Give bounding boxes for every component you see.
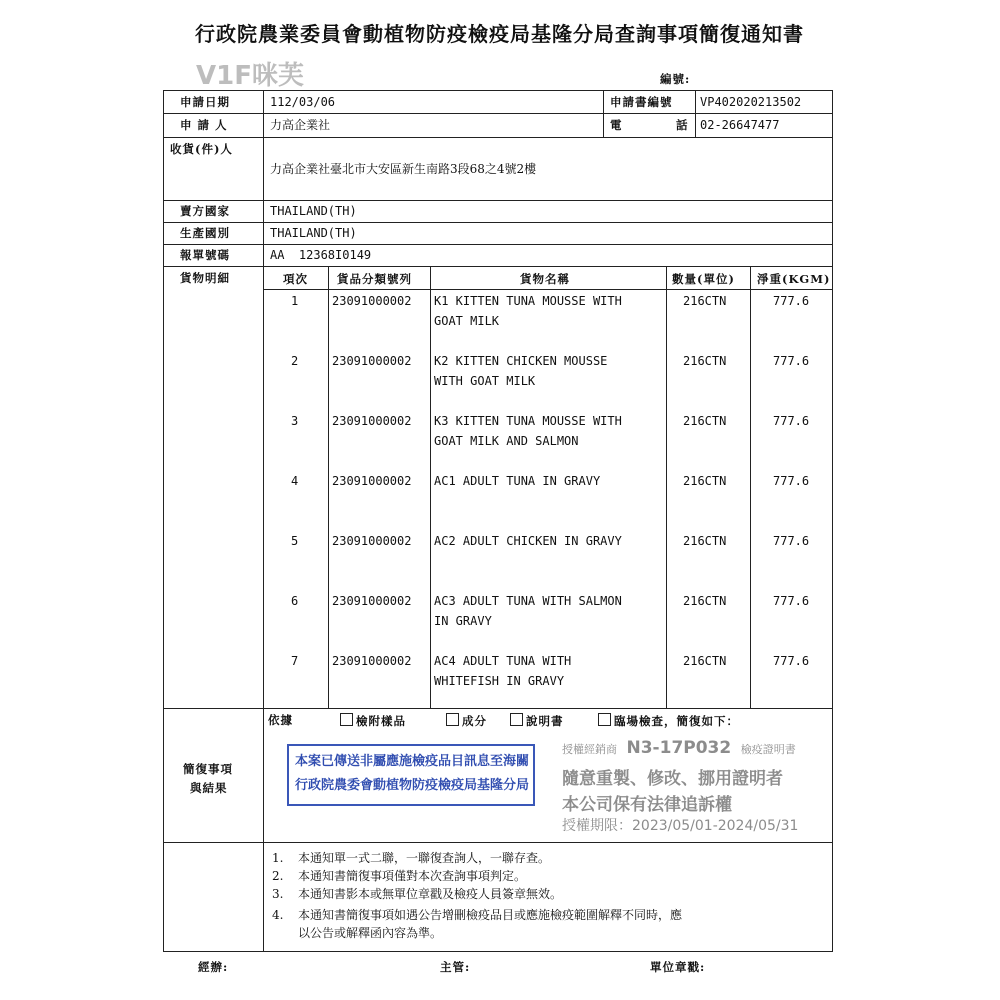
col-divider <box>695 90 696 137</box>
goods-quantity: 216CTN <box>683 354 727 368</box>
goods-net-weight: 777.6 <box>773 354 810 368</box>
document-title: 行政院農業委員會動植物防疫檢疫局基隆分局查詢事項簡復通知書 <box>195 22 804 46</box>
stamp-line-2: 行政院農委會動植物防疫檢疫局基隆分局 <box>295 778 530 793</box>
apply-date-label: 申請日期 <box>180 95 230 109</box>
goods-item-no: 2 <box>291 354 299 368</box>
official-stamp <box>287 744 535 806</box>
phone-label-part1: 電 <box>610 118 623 132</box>
apply-date-value: 112/03/06 <box>270 95 336 109</box>
note-text: 本通知單一式二聯，一聯復查詢人，一聯存查。 <box>298 851 551 865</box>
watermark-line-3: 本公司保有法律追訴權 <box>562 795 732 815</box>
goods-hs-code: 23091000002 <box>332 354 412 368</box>
goods-hs-code: 23091000002 <box>332 654 412 668</box>
check-ingredients-label: 成分 <box>462 714 487 728</box>
unit-seal-label: 單位章戳: <box>650 960 706 974</box>
check-manual-label: 說明書 <box>526 714 564 728</box>
note-number: 4. <box>272 908 284 922</box>
doc-number-label: 編號: <box>660 72 691 86</box>
goods-item-no: 6 <box>291 594 299 608</box>
check-sample <box>340 713 406 728</box>
goods-header-net-weight: 淨重(KGM) <box>757 272 831 286</box>
note-item <box>272 885 562 903</box>
note-item <box>272 906 682 924</box>
note-text: 以公告或解釋函內容為準。 <box>298 926 443 940</box>
handler-signature-label: 經辦: <box>198 960 229 974</box>
consignee-label: 收貨(件)人 <box>170 142 233 156</box>
goods-name-line1: AC2 ADULT CHICKEN IN GRAVY <box>434 534 622 548</box>
goods-quantity: 216CTN <box>683 654 727 668</box>
origin-country-label: 生產國別 <box>180 226 230 240</box>
goods-hs-code: 23091000002 <box>332 294 412 308</box>
note-item <box>272 924 442 942</box>
col-divider <box>263 90 264 708</box>
goods-item-no: 5 <box>291 534 299 548</box>
goods-net-weight: 777.6 <box>773 534 810 548</box>
goods-item-no: 7 <box>291 654 299 668</box>
applicant-value: 力高企業社 <box>270 118 331 132</box>
col-divider <box>430 266 431 708</box>
goods-name-line1: K3 KITTEN TUNA MOUSSE WITH <box>434 414 622 428</box>
seller-country-value: THAILAND(TH) <box>270 204 357 218</box>
seller-country-label: 賣方國家 <box>180 204 230 218</box>
check-sample-label: 檢附樣品 <box>356 714 406 728</box>
declaration-number-label: 報單號碼 <box>180 248 230 262</box>
note-text: 本通知書簡復事項如遇公告增刪檢疫品目或應施檢疫範圍解釋不同時，應 <box>298 908 683 922</box>
goods-name-line2: GOAT MILK AND SALMON <box>434 434 579 448</box>
goods-name-line1: K2 KITTEN CHICKEN MOUSSE <box>434 354 608 368</box>
checkbox-icon <box>446 713 459 726</box>
goods-quantity: 216CTN <box>683 414 727 428</box>
col-divider <box>263 842 264 952</box>
applicant-label: 申 請 人 <box>180 118 228 132</box>
watermark-line-1 <box>562 738 796 758</box>
goods-quantity: 216CTN <box>683 474 727 488</box>
note-text: 本通知書影本或無單位章戳及檢疫人員簽章無效。 <box>298 887 563 901</box>
goods-net-weight: 777.6 <box>773 414 810 428</box>
brand-watermark: V1F咪芙 <box>196 61 304 91</box>
col-divider <box>666 266 667 708</box>
goods-net-weight: 777.6 <box>773 294 810 308</box>
watermark-line-2: 隨意重製、修改、挪用證明者 <box>562 769 783 789</box>
goods-quantity: 216CTN <box>683 594 727 608</box>
col-divider <box>263 708 264 842</box>
goods-item-no: 1 <box>291 294 299 308</box>
origin-country-value: THAILAND(TH) <box>270 226 357 240</box>
goods-details-label: 貨物明細 <box>180 271 230 285</box>
goods-name-line1: AC1 ADULT TUNA IN GRAVY <box>434 474 601 488</box>
phone-value: 02-26647477 <box>700 118 780 132</box>
goods-item-no: 3 <box>291 414 299 428</box>
checkbox-icon <box>340 713 353 726</box>
checkbox-icon <box>598 713 611 726</box>
goods-net-weight: 777.6 <box>773 594 810 608</box>
goods-hs-code: 23091000002 <box>332 474 412 488</box>
stamp-line-1: 本案已傳送非屬應施檢疫品目訊息至海關 <box>295 754 530 769</box>
check-ingredients <box>446 713 487 728</box>
goods-header-quantity: 數量(單位) <box>672 272 735 286</box>
application-number-label: 申請書編號 <box>610 95 673 109</box>
watermark-distributor-code: N3-17P032 <box>626 738 732 758</box>
consignee-value: 力高企業社臺北市大安區新生南路3段68之4號2樓 <box>270 162 537 176</box>
col-divider <box>603 90 604 137</box>
goods-name-line2: WITH GOAT MILK <box>434 374 536 388</box>
note-number: 3. <box>272 887 284 901</box>
goods-name-line2: WHITEFISH IN GRAVY <box>434 674 565 688</box>
note-item <box>272 849 550 867</box>
goods-quantity: 216CTN <box>683 294 727 308</box>
note-item <box>272 867 526 885</box>
reply-label-line2: 與結果 <box>190 781 228 795</box>
goods-header-item-no: 項次 <box>283 272 308 286</box>
col-divider <box>328 266 329 708</box>
goods-header-goods-name: 貨物名稱 <box>520 272 570 286</box>
check-manual <box>510 713 564 728</box>
check-onsite <box>598 713 739 728</box>
phone-label-part2: 話 <box>676 118 689 132</box>
goods-quantity: 216CTN <box>683 534 727 548</box>
reply-label-line1: 簡復事項 <box>183 762 233 776</box>
goods-item-no: 4 <box>291 474 299 488</box>
basis-label: 依據 <box>268 713 293 727</box>
goods-hs-code: 23091000002 <box>332 534 412 548</box>
goods-hs-code: 23091000002 <box>332 594 412 608</box>
goods-name-line2: IN GRAVY <box>434 614 492 628</box>
goods-name-line1: AC3 ADULT TUNA WITH SALMON <box>434 594 622 608</box>
note-text: 本通知書簡復事項僅對本次查詢事項判定。 <box>298 869 527 883</box>
watermark-cert-label: 檢疫證明書 <box>740 743 796 756</box>
note-number: 2. <box>272 869 284 883</box>
checkbox-icon <box>510 713 523 726</box>
goods-name-line2: GOAT MILK <box>434 314 500 328</box>
row-divider <box>263 289 833 290</box>
note-number: 1. <box>272 851 284 865</box>
check-onsite-label: 臨場檢查，簡復如下： <box>614 714 739 728</box>
watermark-line-4: 授權期限：2023/05/01-2024/05/31 <box>562 818 799 834</box>
goods-name-line1: K1 KITTEN TUNA MOUSSE WITH <box>434 294 622 308</box>
watermark-distributor-label: 授權經銷商 <box>562 743 617 756</box>
goods-name-line1: AC4 ADULT TUNA WITH <box>434 654 572 668</box>
col-divider <box>750 266 751 708</box>
goods-net-weight: 777.6 <box>773 654 810 668</box>
supervisor-signature-label: 主管: <box>440 960 471 974</box>
goods-net-weight: 777.6 <box>773 474 810 488</box>
application-number-value: VP402020213502 <box>700 95 802 109</box>
declaration-number-value: AA 12368I0149 <box>270 248 372 262</box>
goods-hs-code: 23091000002 <box>332 414 412 428</box>
goods-header-hs-code: 貨品分類號列 <box>337 272 412 286</box>
